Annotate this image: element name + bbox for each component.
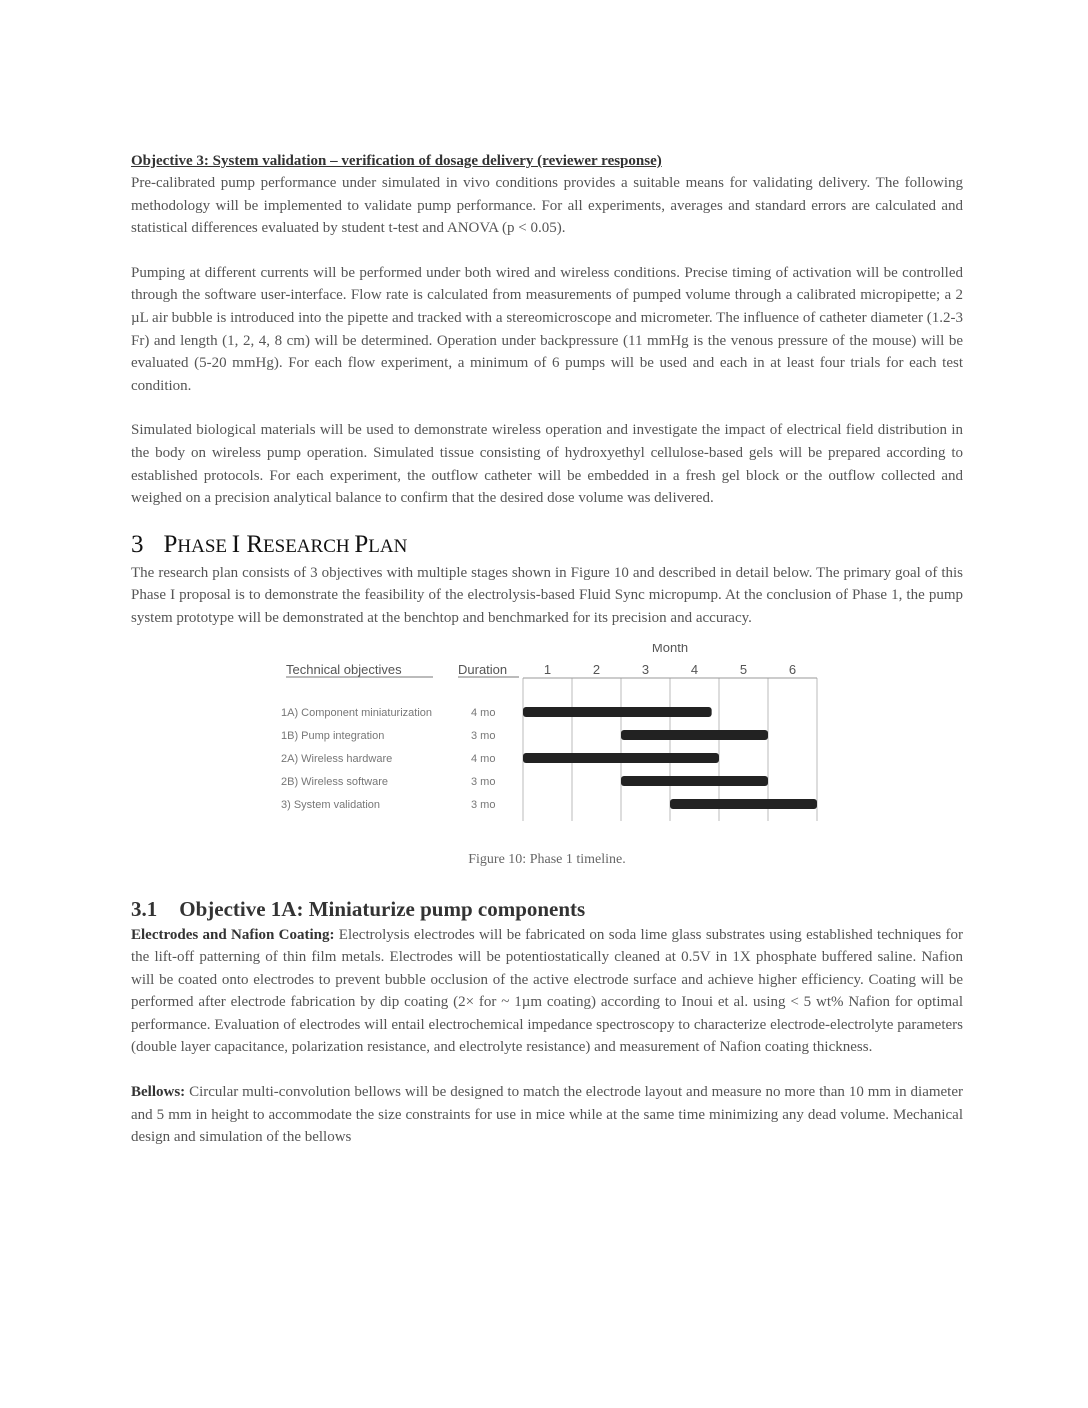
task-duration: 4 mo bbox=[471, 752, 496, 765]
task-duration: 4 mo bbox=[471, 706, 496, 719]
section31-number: 3.1 bbox=[131, 896, 158, 921]
month-tick-label: 3 bbox=[641, 661, 650, 677]
objective3-paragraph-3: Simulated biological materials will be used to demonstrate wireless operation and investigate the impact of electrical field distribution in the body on wireless pump operation. Simulated tissue consisting of hydroxyethyl cellulose-based gels will be prepared according to established protocols. For each experiment, the outflow catheter will be embedded in a fresh gel block or the outflow collected and weighed on a precision analytical balance to confirm that the desired dose volume was delivered. bbox=[131, 422, 963, 507]
electrodes-lead: Electrodes and Nafion Coating: bbox=[131, 926, 335, 943]
task-bar bbox=[621, 730, 768, 740]
gantt-svg bbox=[131, 644, 963, 854]
task-bar bbox=[670, 799, 817, 809]
month-header: Month bbox=[651, 643, 689, 655]
task-bar bbox=[523, 707, 712, 717]
section3-number: 3 bbox=[131, 530, 144, 558]
bellows-lead: Bellows: bbox=[131, 1084, 186, 1101]
bellows-text: Circular multi-convolution bellows will be designed to match the electrode layout and measure no more than 10 mm in diameter and 5 mm in height to accommodate the size constraints for use in mice while at the same time minimizing any dead volume. Mechanical design and simulation of the bellows bbox=[131, 1084, 963, 1146]
figure-caption: Figure 10: Phase 1 timeline. bbox=[468, 851, 626, 867]
document-page bbox=[131, 150, 963, 1149]
task-bar bbox=[523, 753, 719, 763]
task-bar bbox=[621, 776, 768, 786]
objective3-heading: Objective 3: System validation – verification of dosage delivery (reviewer response) bbox=[131, 153, 662, 169]
month-tick-label: 2 bbox=[592, 661, 601, 677]
task-duration: 3 mo bbox=[471, 798, 496, 811]
section31-paragraph-2 bbox=[131, 1081, 963, 1149]
section31-paragraph-1 bbox=[131, 924, 963, 1060]
task-label: 2A) Wireless hardware bbox=[281, 752, 393, 765]
objective3-paragraph-1: Pre-calibrated pump performance under simulated in vivo conditions provides a suitable means for validating delivery. The following methodology will be implemented to validate pump performance. For all experiments, averages and standard errors are calculated and statistical differences evaluated by student t-test and ANOVA (p < 0.05). bbox=[131, 175, 963, 237]
task-label: 1A) Component miniaturization bbox=[281, 706, 433, 719]
month-tick-label: 1 bbox=[543, 661, 552, 677]
objective3-paragraph-2: Pumping at different currents will be performed under both wired and wireless conditions. Precise timing of activation will be controlled through the software user-interface. Flow rate is calculated from measurements of pumped volume through a calibrated micropipette; a 2 µL air bubble is introduced into the pipette and tracked with a stereomicroscope and micrometer. The influence of catheter diameter (1.2-3 Fr) and length (1, 2, 4, 8 cm) will be determined. Operation under backpressure (11 mmHg is the venous pressure of the mouse) will be evaluated (5-20 mmHg). For each flow experiment, a minimum of 6 pumps will be used and each in at least four trials for each test condition. bbox=[131, 264, 963, 394]
task-duration: 3 mo bbox=[471, 775, 496, 788]
timeline-chart bbox=[131, 644, 963, 876]
task-duration: 3 mo bbox=[471, 729, 496, 742]
month-tick-label: 6 bbox=[788, 661, 797, 677]
task-label: 3) System validation bbox=[281, 798, 381, 811]
task-label: 2B) Wireless software bbox=[281, 775, 388, 788]
month-tick-label: 4 bbox=[690, 661, 699, 677]
objectives-header: Technical objectives bbox=[286, 661, 402, 677]
section3-paragraph-1: The research plan consists of 3 objectives with multiple stages shown in Figure 10 and described in detail below. The primary goal of this Phase I proposal is to demonstrate the feasibility of the electrolysis-based Fluid Sync micropump. At the conclusion of Phase 1, the pump system prototype will be demonstrated at the benchtop and benchmarked for its precision and accuracy. bbox=[131, 564, 963, 626]
duration-header: Duration bbox=[458, 661, 508, 677]
task-label: 1B) Pump integration bbox=[281, 729, 385, 742]
electrodes-text: Electrolysis electrodes will be fabricated on soda lime glass substrates using established techniques for the lift-off patterning of thin film metals. Electrodes will be potentiostatically cleaned at 0.5V in 1X phosphate buffered saline. Nafion will be coated onto electrodes to prevent bubble occlusion of the active electrode surface and achieve higher efficiency. Coating will be performed after electrode fabrication by dip coating (2× for ~ 1µm coating) according to Inoui et al. using < 5 wt% Nafion for optimal performance. Evaluation of electrodes will entail electrochemical impedance spectroscopy to characterize electrode-electrolyte parameters (double layer capacitance, polarization resistance, and electrolyte resistance) and measurement of Nafion coating thickness. bbox=[131, 926, 964, 1056]
section31-title bbox=[131, 896, 963, 922]
section31-title-text: Objective 1A: Miniaturize pump components bbox=[179, 896, 586, 921]
month-tick-label: 5 bbox=[739, 661, 748, 677]
section3-title: 3 PHASE I RESEARCH PLAN bbox=[131, 530, 408, 558]
